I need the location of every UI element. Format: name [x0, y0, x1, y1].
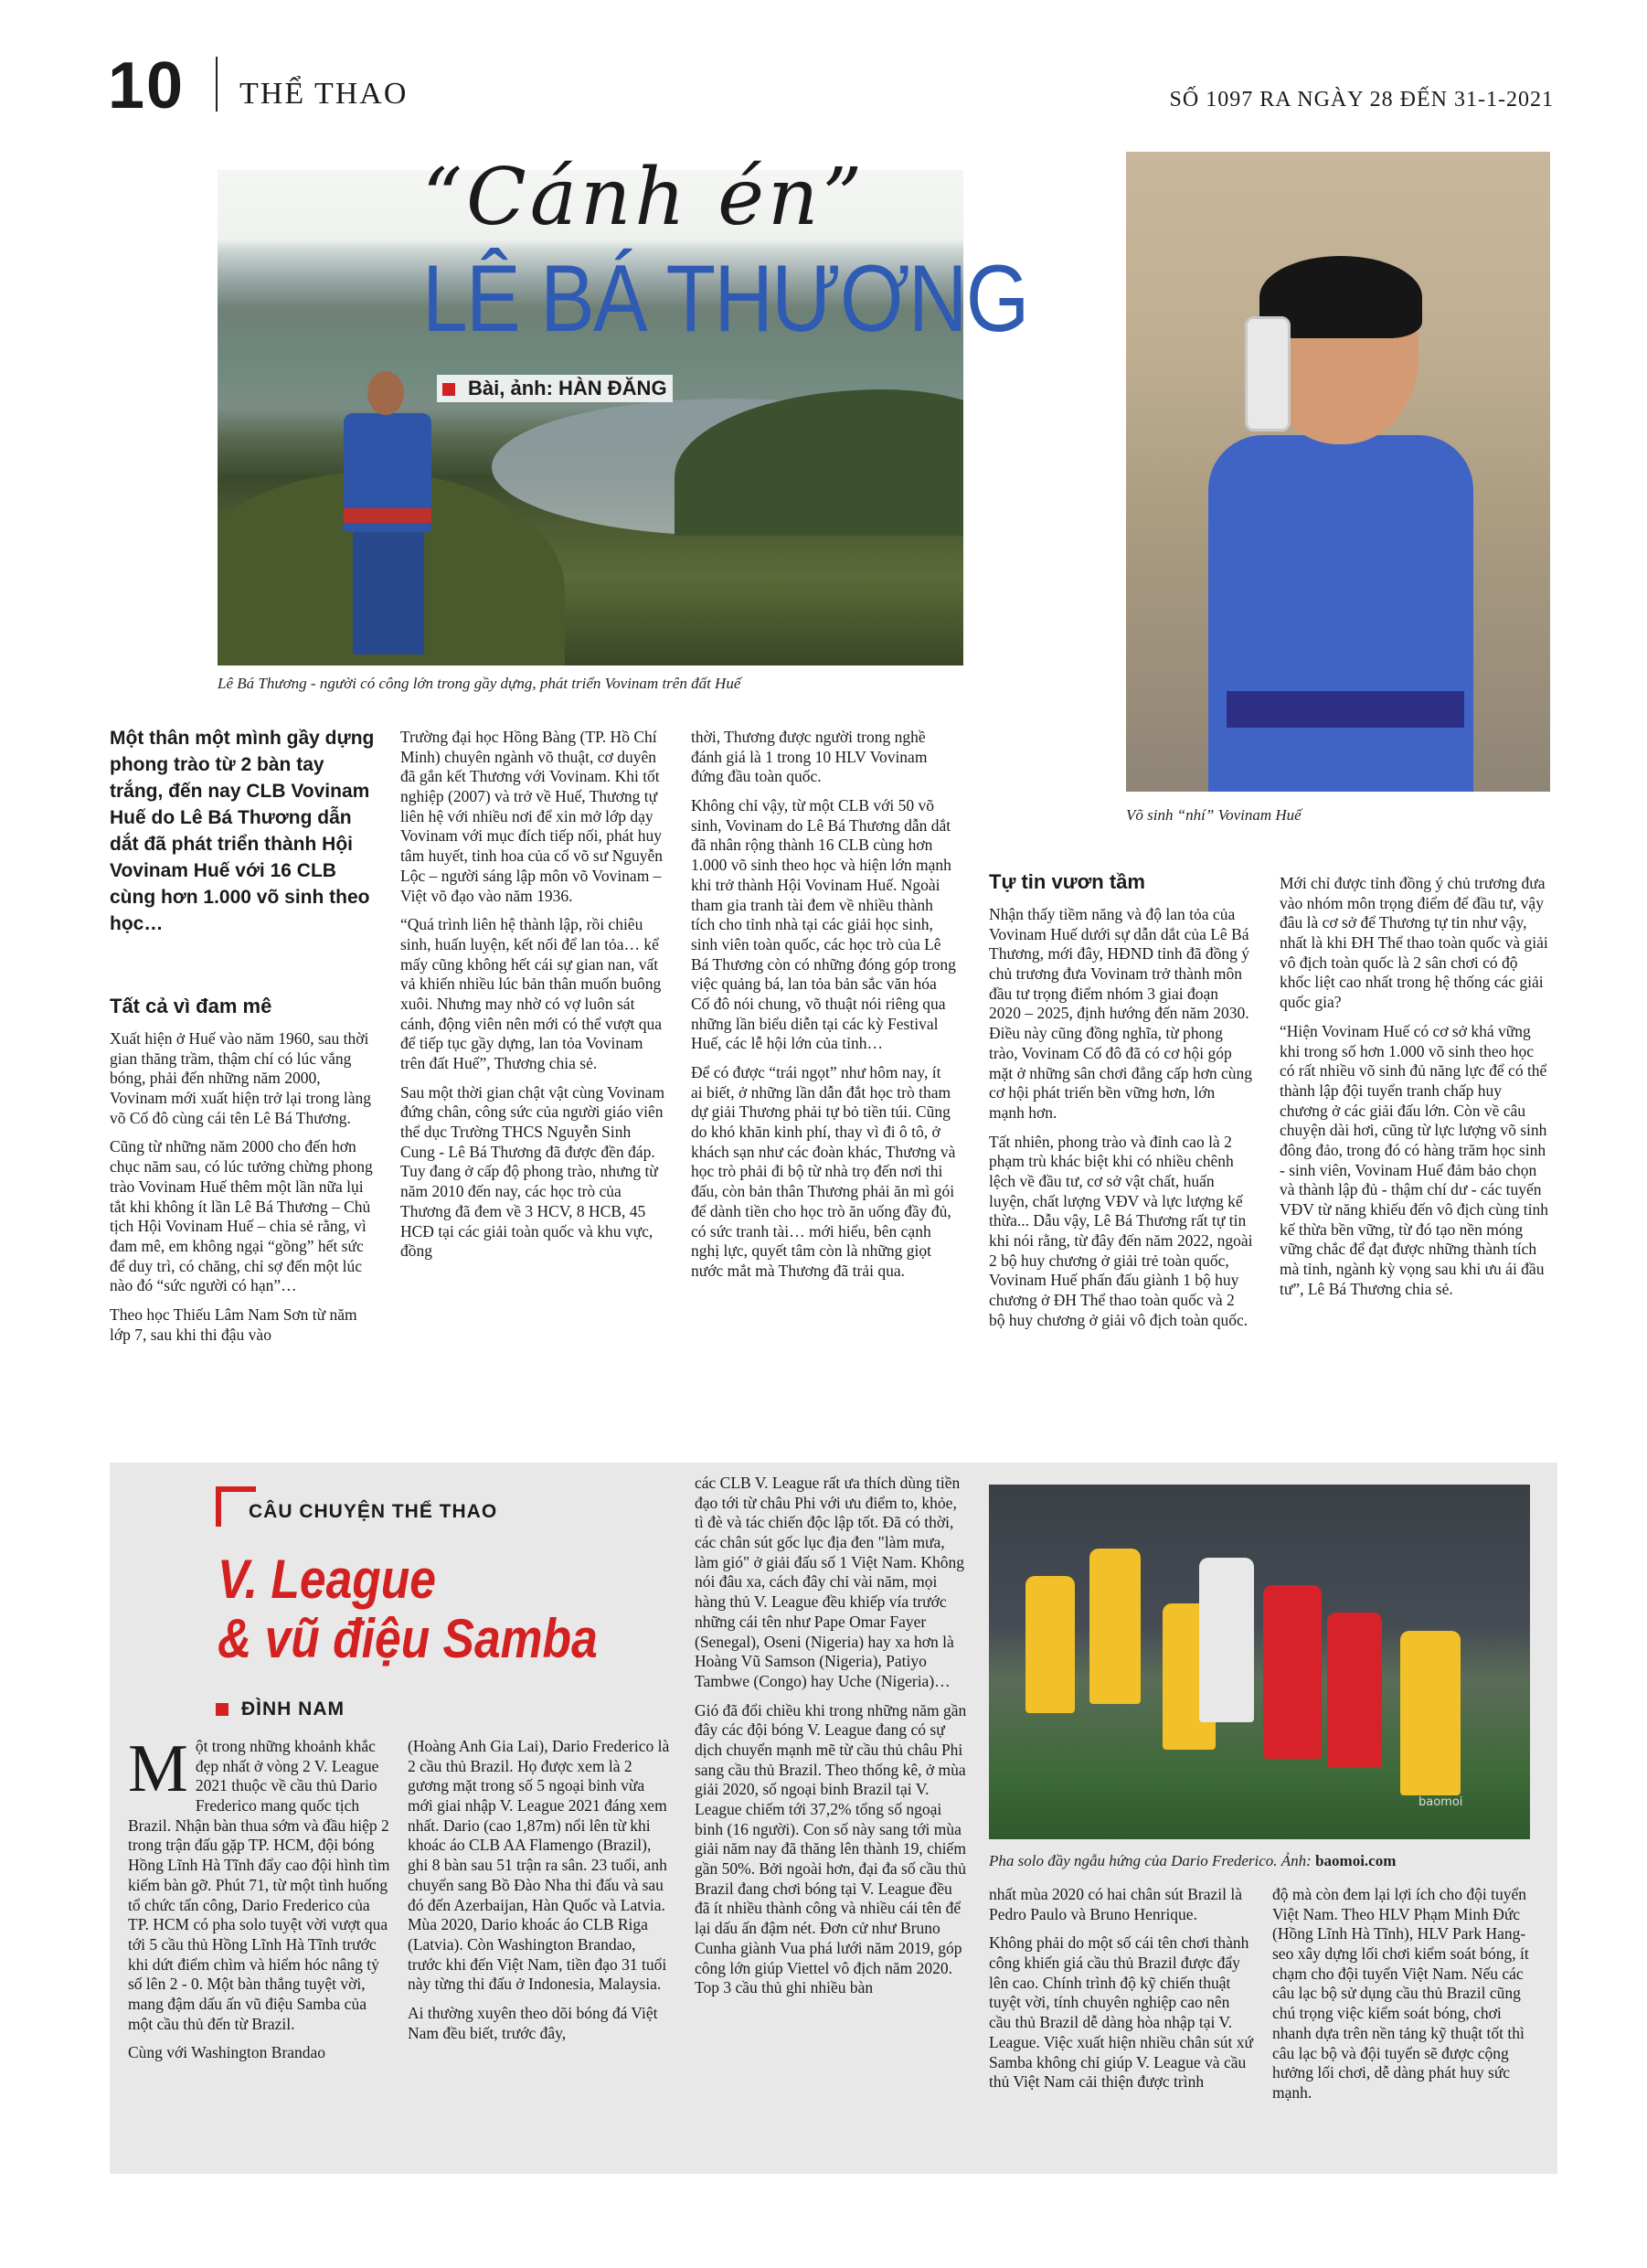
sidebar-column-1 — [128, 1731, 393, 2072]
sidebar-author-text: ĐÌNH NAM — [241, 1698, 345, 1720]
paragraph: các CLB V. League rất ưa thích dùng tiền đạo tới từ châu Phi với ưu điểm to, khỏe, tì đè và tác chiến độc lập tốt. Đã có thời, các chân sút gốc lục địa đen "làm mưa, làm gió" ở giải đấu số 1 Việt Nam. Không nói đâu xa, cách đây chỉ vài năm, mọi hàng thủ V. League đều khiếp vía trước những cái tên như Pape Omar Fayer (Senegal), Oseni (Nigeria) hay xa hơn là Hoàng Vũ Samson (Nigeria), Patiyo Tambwe (Congo) hay Uche (Nigeria)… — [695, 1474, 964, 1690]
sidebar-kicker: CÂU CHUYỆN THỂ THAO — [249, 1501, 498, 1522]
paragraph: thời, Thương được người trong nghề đánh giá là 1 trong 10 HLV Vovinam đứng đầu toàn quốc. — [691, 728, 928, 786]
article-column-1 — [110, 1029, 375, 1354]
article-column-5 — [1280, 874, 1550, 1308]
photo3-caption — [989, 1852, 1537, 1870]
red-square-bullet — [442, 383, 455, 396]
phone-image — [1245, 316, 1291, 431]
paragraph: Cũng từ những năm 2000 cho đến hơn chục năm sau, có lúc tưởng chừng phong trào Vovinam Huế thêm một lần nữa lụi tắt khi không ít lần Lê Bá Thương – Chủ tịch Hội Vovinam Huế – chia sẻ rằng, vì đam mê, em không ngại “gồng” hết sức để duy trì, có chăng, chỉ sợ đến một lúc nào đó “sức người có hạn”… — [110, 1137, 373, 1295]
sidebar-author — [216, 1698, 345, 1720]
subhead-passion: Tất cả vì đam mê — [110, 995, 272, 1017]
sidebar-column-2 — [408, 1737, 673, 2052]
section-title: THỂ THAO — [239, 77, 409, 111]
paragraph: Sau một thời gian chật vật cùng Vovinam đứng chân, công sức của người giáo viên thể dục Trường THCS Nguyễn Sinh Cung - Lê Bá Thương đã được đền đáp. Tuy đang ở cấp độ phong trào, nhưng từ năm 2010 đến nay, các học trò của Thương đã đem về 3 HCV, 8 HCB, 45 HCĐ tại các giải toàn quốc và khu vực, đồng — [400, 1082, 665, 1261]
byline-text: Bài, ảnh: HÀN ĐĂNG — [468, 377, 667, 399]
martial-artist-figure — [336, 371, 437, 655]
paragraph-text: ột trong những khoảnh khắc đẹp nhất ở vòng 2 V. League 2021 thuộc về cầu thủ Dario Frederico mang quốc tịch Brazil. Nhận bàn thua sớm và đầu hiệp 2 trong trận đấu gặp TP. HCM, đội bóng Hồng Lĩnh Hà Tĩnh đẩy cao đội hình tìm kiếm bàn gỡ. Phút 71, từ một tình huống tổ chức tấn công, Dario Frederico của TP. HCM có pha solo tuyệt vời vượt qua tới 5 cầu thủ Hồng Lĩnh Hà Tĩnh trước khi dứt điểm chìm và hiểm hóc nâng tỷ số lên 2 - 0. Một bàn thắng tuyệt vời, mang đậm dấu ấn vũ điệu Samba của một cầu thủ đến từ Brazil. — [128, 1737, 390, 2033]
article-title-script: “Cánh én” — [422, 152, 866, 243]
caption-text: Pha solo đầy ngẫu hứng của Dario Frederico. Ảnh: — [989, 1852, 1312, 1869]
paragraph: “Quá trình liên hệ thành lập, rồi chiêu sinh, huấn luyện, kết nối để lan tỏa… kể mấy cũng không hết cái sự gian nan, vất vả khiến nhiều lúc bản thân muốn buông xuôi. Nhưng may nhờ có vợ luôn sát cánh, động viên nên mới có thể vượt qua để tiếp tục gầy dựng, lan tỏa Vovinam trên đất Huế”, Thương chia sẻ. — [400, 915, 663, 1072]
article-column-4 — [989, 905, 1254, 1339]
subhead-confidence: Tự tin vươn tầm — [989, 870, 1145, 893]
issue-info: SỐ 1097 RA NGÀY 28 ĐẾN 31-1-2021 — [1169, 88, 1554, 112]
article-title: LÊ BÁ THƯƠNG — [422, 246, 1028, 352]
photo-credit: baomoi.com — [1315, 1852, 1397, 1869]
photo-child-student — [1126, 152, 1550, 792]
paragraph: Tất nhiên, phong trào và đỉnh cao là 2 phạm trù khác biệt khi có nhiều chênh lệch về đầu tư, cơ sở vật chất, huấn luyện, chất lượng VĐV và lực lượng kế thừa... Dẫu vậy, Lê Bá Thương rất tự tin khi nói rằng, từ đây đến năm 2022, ngoài 2 bộ huy chương ở giải trẻ toàn quốc, Vovinam Huế phấn đấu giành 1 bộ huy chương ở ĐH Thể thao toàn quốc và 2 bộ huy chương ở giải vô địch toàn quốc. — [989, 1132, 1253, 1329]
paragraph: Không chỉ vậy, từ một CLB với 50 võ sinh, Vovinam do Lê Bá Thương dẫn dắt đã nhân rộng thành 16 CLB cùng hơn 1.000 võ sinh theo học và hiện lớn mạnh khi trở thành Hội Vovinam Huế. Ngoài tham gia tranh tài đem về nhiều thành tích cho tỉnh nhà tại các giải học sinh, sinh viên toàn quốc, các học trò của Lê Bá Thương còn có những đóng góp trong việc quảng bá, lan tỏa bản sắc văn hóa Cố đô nói chung, võ thuật nói riêng qua những lần biểu diễn tại các kỳ Festival Huế, các lễ hội lớn của tỉnh… — [691, 796, 956, 1053]
sidebar-column-3 — [695, 1474, 967, 2007]
paragraph: Gió đã đổi chiều khi trong những năm gần đây các đội bóng V. League đang có sự dịch chuyển mạnh mẽ từ cầu thủ châu Phi sang cầu thủ Brazil. Theo thống kê, ở mùa giải 2020, số ngoại binh Brazil tại V. League chiếm tới 37,2% tổng số ngoại binh (16 người). Con số này sang tới mùa giải năm nay đã thăng lên thành 19, chiếm gần 50%. Bởi ngoài hơn, đại đa số cầu thủ Brazil đang chơi bóng tại V. League đều đã ít nhiều thành công và nhiều cái tên để lại dấu ấn đậm nét. Đơn cử như Bruno Cunha giành Vua phá lưới năm 2019, góp công lớn giúp Viettel vô địch năm 2020. Top 3 cầu thủ ghi nhiều bàn — [695, 1700, 967, 1997]
paragraph: Ai thường xuyên theo dõi bóng đá Việt Nam đều biết, trước đây, — [408, 2003, 658, 2042]
paragraph: Không phải do một số cái tên chơi thành công khiến giá cầu thủ Brazil được đẩy lên cao. Chính trình độ kỹ chiến thuật tuyệt vời, tính chuyên nghiệp cao nên cầu thủ Brazil dễ dàng hòa nhập tại V. League. Việc xuất hiện nhiều chân sút xứ Samba không chỉ giúp V. League và cầu thủ Việt Nam cải thiện được trình — [989, 1933, 1253, 2092]
paragraph: “Hiện Vovinam Huế có cơ sở khá vững khi trong số hơn 1.000 võ sinh theo học có rất nhiều võ sinh đủ năng lực để có thể thành lập đội tuyển tranh chấp huy chương ở các giải đấu lớn. Còn về câu chuyện dài hơi, cũng từ lực lượng võ sinh đông đảo, trong đó có hàng trăm học sinh - sinh viên, Vovinam Huế đảm bảo chọn và thành lập đủ - thậm chí dư - các tuyến VĐV từ năng khiếu đến vô địch cùng tỉnh kế thừa bền vững, từ đó tạo nền móng vững chắc để đạt được những thành tích mà tỉnh, ngành kỳ vọng sau khi ưu ái đầu tư”, Lê Bá Thương chia sẻ. — [1280, 1021, 1548, 1298]
sidebar-title — [218, 1550, 598, 1669]
photo-football-match — [989, 1485, 1530, 1839]
paragraph: độ mà còn đem lại lợi ích cho đội tuyển Việt Nam. Theo HLV Phạm Minh Đức (Hồng Lĩnh Hà Tĩnh), HLV Park Hang-seo xây dựng lối chơi kiểm soát bóng, ít chạm cho đội tuyển Việt Nam. Nếu các câu lạc bộ sử dụng cầu thủ Brazil cũng chú trọng việc kiểm soát bóng, chơi nhanh dựa trên nền tảng kỹ thuật tốt thì câu lạc bộ và đội tuyển sẽ được cộng hưởng lối chơi, dễ dàng phát huy sức mạnh. — [1272, 1885, 1529, 2102]
photo2-caption: Võ sinh “nhí” Vovinam Huế — [1126, 806, 1302, 824]
sidebar-title-line1: V. League — [218, 1549, 437, 1610]
sidebar-column-4 — [989, 1885, 1254, 2102]
paragraph — [128, 1731, 393, 2034]
paragraph: Nhận thấy tiềm năng và độ lan tỏa của Vovinam Huế dưới sự dẫn dắt của Lê Bá Thương, mới đây, HĐND tỉnh đã đồng ý chủ trương đưa Vovinam trở thành môn đầu tư trọng điểm nhóm 3 giai đoạn 2020 – 2025, định hướng đến năm 2030. Điều này cũng đồng nghĩa, từ phong trào, Vovinam Cố đô đã có cơ hội góp mặt ở những sân chơi đẳng cấp hơn cùng cơ hội phát triển bền vững hơn, lớn mạnh hơn. — [989, 905, 1253, 1122]
paragraph: Trường đại học Hồng Bàng (TP. Hồ Chí Minh) chuyên ngành võ thuật, cơ duyên đã gắn kết Thương với Vovinam. Khi tốt nghiệp (2007) và trở về Huế, Thương tự liên hệ với nhiều nơi để xin mở lớp dạy Vovinam với mục đích tiếp nối, phát huy tâm huyết, tinh hoa của cố võ sư Nguyễn Lộc – người sáng lập môn võ Vovinam – Việt võ đạo vào năm 1936. — [400, 728, 663, 905]
red-square-bullet — [216, 1703, 228, 1716]
byline — [437, 375, 673, 402]
page-number: 10 — [108, 49, 186, 122]
header-divider — [216, 57, 218, 112]
article-column-3 — [691, 728, 956, 1291]
sidebar-column-5 — [1272, 1885, 1537, 2113]
photo1-caption: Lê Bá Thương - người có công lớn trong gầy dựng, phát triển Vovinam trên đất Huế — [218, 675, 741, 692]
photo-watermark: baomoi — [1419, 1795, 1463, 1809]
drop-cap: M — [128, 1731, 188, 1806]
paragraph: Mới chỉ được tỉnh đồng ý chủ trương đưa vào nhóm môn trọng điểm để đầu tư, vậy đâu là cơ sở để Thương tự tin như vậy, nhất là khi ĐH Thể thao toàn quốc và giải vô địch toàn quốc là 2 sân chơi có độ khốc liệt cao nhất trong hệ thống các giải quốc gia? — [1280, 874, 1548, 1012]
paragraph: (Hoàng Anh Gia Lai), Dario Frederico là 2 cầu thủ Brazil. Họ được xem là 2 gương mặt trong số 5 ngoại binh vừa mới giai nhập V. League 2021 đáng xem nhất. Dario (cao 1,87m) nổi lên từ khi khoác áo CLB AA Flamengo (Brazil), ghi 8 bàn sau 51 trận ra sân. 23 tuổi, anh chuyển sang Bồ Đào Nha thi đấu và sau đó đến Azerbaijan, Hàn Quốc và Latvia. Mùa 2020, Dario khoác áo CLB Riga (Latvia). Còn Washington Brandao, trước khi đến Việt Nam, tiền đạo 31 tuổi này từng thi đấu ở Indonesia, Malaysia. — [408, 1737, 670, 1994]
article-lead: Một thân một mình gầy dựng phong trào từ 2 bàn tay trắng, đến nay CLB Vovinam Huế do Lê Bá Thương dẫn dắt đã phát triển thành Hội Vovinam Huế với 16 CLB cùng hơn 1.000 võ sinh theo học… — [110, 728, 375, 934]
paragraph: Cùng với Washington Brandao — [128, 2043, 326, 2062]
paragraph: Để có được “trái ngọt” như hôm nay, ít ai biết, ở những lần dẫn đắt học trò tham dự giải Thương phải tự bỏ tiền túi. Cũng do khó khăn kinh phí, thay vì đi ô tô, ở khách sạn như các đoàn khác, Thương và học trò phải đi bộ từ nhà trọ đến nơi thi đấu, còn bản thân Thương phải ăn mì gói để dành tiền cho học trò ăn uống đầy đủ, có sức tranh tài… mới hiểu, bên cạnh nghị lực, quyết tâm còn là những giọt nước mắt mà Thương đã trải qua. — [691, 1063, 956, 1280]
article-column-2 — [400, 728, 665, 1271]
child-figure — [1190, 261, 1482, 792]
paragraph: Xuất hiện ở Huế vào năm 1960, sau thời gian thăng trầm, thậm chí có lúc vắng bóng, phải đến những năm 2000, Vovinam mới xuất hiện trở lại trong làng võ Cố đô cùng cái tên Lê Bá Thương. — [110, 1029, 371, 1127]
paragraph: nhất mùa 2020 có hai chân sút Brazil là Pedro Paulo và Bruno Henrique. — [989, 1885, 1243, 1923]
sidebar-title-line2: & vũ điệu Samba — [218, 1607, 598, 1669]
paragraph: Theo học Thiếu Lâm Nam Sơn từ năm lớp 7, sau khi thi đậu vào — [110, 1304, 357, 1344]
